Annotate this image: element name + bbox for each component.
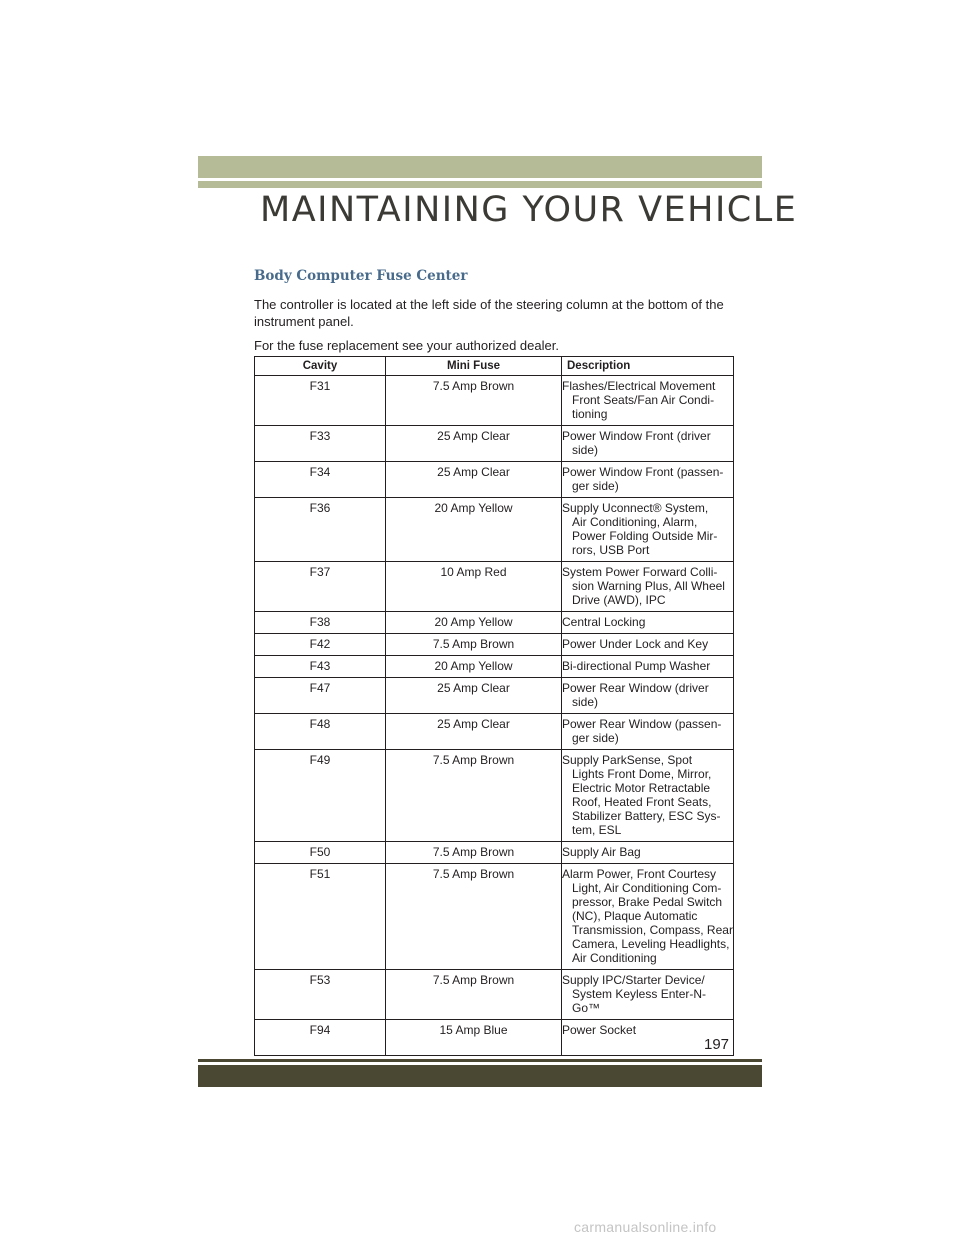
paragraph-location: The controller is located at the left side of the steering column at the bottom of the instrument panel. <box>254 297 724 329</box>
description-text: Power Under Lock and Key <box>562 637 709 651</box>
cavity-cell: F37 <box>255 562 386 612</box>
table-row <box>255 864 734 970</box>
chapter-title: MAINTAINING YOUR VEHICLE <box>260 190 798 230</box>
mini-fuse-cell: 7.5 Amp Brown <box>386 970 562 1020</box>
cavity-cell: F43 <box>255 656 386 678</box>
description-text: Bi-directional Pump Washer <box>562 659 711 673</box>
description-text: Supply ParkSense, Spot Lights Front Dome, Mirror, Electric Motor Retractable Roof, Heated Front Seats, Stabilizer Battery, ESC Sys- tem, ESL <box>562 753 721 837</box>
column-header-mini-fuse: Mini Fuse <box>386 357 562 376</box>
cavity-cell: F51 <box>255 864 386 970</box>
footer-rule <box>198 1059 762 1062</box>
description-cell <box>562 498 734 562</box>
mini-fuse-cell: 25 Amp Clear <box>386 426 562 462</box>
paragraph-dealer: For the fuse replacement see your authorized dealer. <box>254 338 559 353</box>
cavity-cell: F47 <box>255 678 386 714</box>
cavity-cell: F42 <box>255 634 386 656</box>
description-text: Power Rear Window (passen- ger side) <box>562 717 722 745</box>
cavity-cell: F48 <box>255 714 386 750</box>
description-cell <box>562 750 734 842</box>
table-row <box>255 376 734 426</box>
fuse-table <box>254 356 734 1056</box>
description-text: Power Window Front (driver side) <box>562 429 711 457</box>
header-rule <box>198 181 762 188</box>
footer-band <box>198 1065 762 1087</box>
mini-fuse-cell: 25 Amp Clear <box>386 714 562 750</box>
mini-fuse-cell: 25 Amp Clear <box>386 678 562 714</box>
table-row <box>255 426 734 462</box>
table-row <box>255 656 734 678</box>
description-cell <box>562 864 734 970</box>
cavity-cell: F33 <box>255 426 386 462</box>
description-text: Power Window Front (passen- ger side) <box>562 465 724 493</box>
mini-fuse-cell: 7.5 Amp Brown <box>386 842 562 864</box>
table-row <box>255 562 734 612</box>
description-cell <box>562 612 734 634</box>
table-row <box>255 612 734 634</box>
description-cell <box>562 678 734 714</box>
mini-fuse-cell: 10 Amp Red <box>386 562 562 612</box>
table-row <box>255 1020 734 1056</box>
description-cell <box>562 426 734 462</box>
cavity-cell: F38 <box>255 612 386 634</box>
description-cell <box>562 376 734 426</box>
table-row <box>255 970 734 1020</box>
mini-fuse-cell: 15 Amp Blue <box>386 1020 562 1056</box>
table-header-row <box>255 357 734 376</box>
cavity-cell: F50 <box>255 842 386 864</box>
mini-fuse-cell: 20 Amp Yellow <box>386 612 562 634</box>
mini-fuse-cell: 20 Amp Yellow <box>386 656 562 678</box>
cavity-cell: F36 <box>255 498 386 562</box>
description-text: Flashes/Electrical Movement Front Seats/Fan Air Condi- tioning <box>562 379 716 421</box>
column-header-description: Description <box>562 357 734 376</box>
table-row <box>255 714 734 750</box>
mini-fuse-cell: 7.5 Amp Brown <box>386 864 562 970</box>
description-cell <box>562 714 734 750</box>
description-cell <box>562 634 734 656</box>
table-row <box>255 462 734 498</box>
description-text: Power Socket <box>562 1023 637 1037</box>
cavity-cell: F34 <box>255 462 386 498</box>
description-text: Power Rear Window (driver side) <box>562 681 709 709</box>
column-header-cavity: Cavity <box>255 357 386 376</box>
watermark: carmanualsonline.info <box>574 1219 717 1235</box>
cavity-cell: F31 <box>255 376 386 426</box>
mini-fuse-cell: 20 Amp Yellow <box>386 498 562 562</box>
header-band <box>198 156 762 178</box>
mini-fuse-cell: 7.5 Amp Brown <box>386 376 562 426</box>
section-heading: Body Computer Fuse Center <box>254 268 468 284</box>
cavity-cell: F53 <box>255 970 386 1020</box>
cavity-cell: F49 <box>255 750 386 842</box>
table-row <box>255 750 734 842</box>
table-row <box>255 498 734 562</box>
description-text: Central Locking <box>562 615 646 629</box>
description-cell <box>562 970 734 1020</box>
description-text: Supply Air Bag <box>562 845 641 859</box>
fuse-table-body <box>255 376 734 1056</box>
description-cell <box>562 842 734 864</box>
mini-fuse-cell: 7.5 Amp Brown <box>386 750 562 842</box>
cavity-cell: F94 <box>255 1020 386 1056</box>
description-cell <box>562 656 734 678</box>
page-number: 197 <box>704 1036 730 1053</box>
table-row <box>255 634 734 656</box>
description-text: Alarm Power, Front Courtesy Light, Air Conditioning Com- pressor, Brake Pedal Switch (NC), Plaque Automatic Transmission, Compass, Rear Camera, Leveling Headlights, Air Conditioning <box>562 867 733 965</box>
mini-fuse-cell: 7.5 Amp Brown <box>386 634 562 656</box>
description-text: System Power Forward Colli- sion Warning Plus, All Wheel Drive (AWD), IPC <box>562 565 725 607</box>
description-cell <box>562 562 734 612</box>
description-text: Supply Uconnect® System, Air Conditioning, Alarm, Power Folding Outside Mir- rors, USB Port <box>562 501 718 557</box>
description-cell <box>562 462 734 498</box>
table-row <box>255 842 734 864</box>
description-text: Supply IPC/Starter Device/ System Keyless Enter-N-Go™ <box>562 973 707 1015</box>
mini-fuse-cell: 25 Amp Clear <box>386 462 562 498</box>
table-row <box>255 678 734 714</box>
